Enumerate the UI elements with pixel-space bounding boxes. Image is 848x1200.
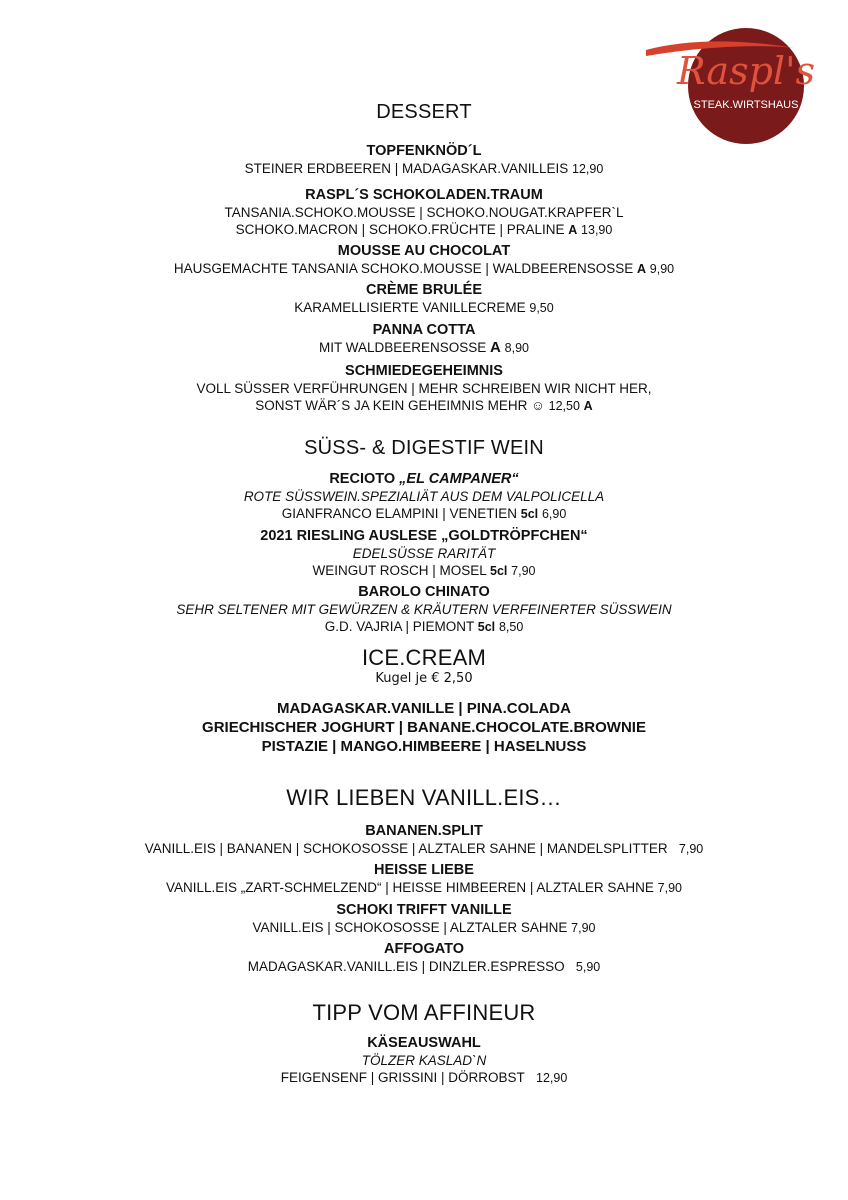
item-origin: GIANFRANCO ELAMPINI | VENETIEN [281, 506, 518, 521]
item-price: 7,90 [657, 881, 682, 895]
section-title-vanille: WIR LIEBEN VANILL.EIS… [286, 785, 562, 810]
item-size: 5cl [490, 564, 508, 578]
item-price: 6,90 [541, 507, 567, 521]
flavour-line: PISTAZIE | MANGO.HIMBEERE | HASELNUSS [261, 738, 587, 755]
vanille-item-schoki [0, 901, 848, 937]
dessert-item-mousse [0, 242, 848, 278]
item-desc: MIT WALDBEERENSOSSE [318, 340, 487, 355]
raspls-logo [644, 22, 814, 150]
item-price: 7,90 [571, 921, 596, 935]
item-name: 2021 RIESLING AUSLESE „GOLDTRÖPFCHEN“ [260, 528, 588, 544]
logo-brand: Raspl's [676, 49, 814, 93]
item-name: SCHOKI TRIFFT VANILLE [336, 902, 512, 918]
item-desc: KARAMELLISIERTE VANILLECREME [294, 300, 526, 315]
vanille-item-affogato [0, 940, 848, 976]
item-price: 5,90 [575, 960, 601, 974]
item-size: 5cl [477, 620, 496, 634]
item-price: 9,50 [529, 301, 554, 315]
item-name: HEISSE LIEBE [374, 862, 474, 878]
item-desc: VOLL SÜSSER VERFÜHRUNGEN | MEHR SCHREIBEN WIR NICHT HER, [196, 381, 652, 396]
item-price: 9,90 [649, 262, 675, 276]
item-desc: SONST WÄR´S JA KEIN GEHEIMNIS MEHR ☺ [255, 398, 545, 413]
item-italic-desc: EDELSÜSSE RARITÄT [352, 546, 496, 561]
dessert-item-schokoladen-traum [0, 186, 848, 239]
section-title-wine: SÜSS- & DIGESTIF WEIN [304, 437, 544, 459]
allergen-tag: A [583, 399, 593, 413]
affineur-section [0, 1001, 848, 1025]
item-desc: SCHOKO.MACRON | SCHOKO.FRÜCHTE | PRALINE [235, 222, 565, 237]
dessert-item-schmiedegeheimnis [0, 362, 848, 415]
item-desc: HAUSGEMACHTE TANSANIA SCHOKO.MOUSSE | WALDBEERENSOSSE [173, 261, 634, 276]
logo-graphic [644, 22, 814, 150]
item-desc: FEIGENSENF | GRISSINI | DÖRROBST [280, 1070, 525, 1085]
logo-tagline: STEAK.WIRTSHAUS [693, 99, 799, 111]
item-desc: VANILL.EIS | BANANEN | SCHOKOSOSSE | ALZTALER SAHNE | MANDELSPLITTER [144, 841, 668, 856]
allergen-tag: A [568, 223, 578, 237]
section-title-dessert: DESSERT [376, 101, 472, 123]
icecream-flavours [0, 699, 848, 756]
item-name: TOPFENKNÖD´L [366, 143, 482, 159]
icecream-section [0, 646, 848, 687]
item-name: BAROLO CHINATO [358, 584, 490, 600]
item-name-italic: „EL CAMPANER“ [399, 471, 519, 487]
item-italic-desc: SEHR SELTENER MIT GEWÜRZEN & KRÄUTERN VERFEINERTER SÜSSWEIN [176, 602, 672, 617]
wine-item-barolo [0, 583, 848, 636]
vanille-item-bananen-split [0, 822, 848, 858]
flavour-line: GRIECHISCHER JOGHURT | BANANE.CHOCOLATE.BROWNIE [202, 719, 646, 736]
item-price: 8,50 [498, 620, 524, 634]
wine-item-riesling [0, 527, 848, 580]
item-italic-desc: ROTE SÜSSWEIN.SPEZIALIÄT AUS DEM VALPOLICELLA [243, 489, 605, 504]
dessert-item-panna-cotta [0, 321, 848, 357]
flavour-line: MADAGASKAR.VANILLE | PINA.COLADA [277, 700, 571, 717]
affineur-item-kaeseauswahl [0, 1034, 848, 1087]
item-desc: STEINER ERDBEEREN | MADAGASKAR.VANILLEIS [244, 161, 569, 176]
item-desc: TANSANIA.SCHOKO.MOUSSE | SCHOKO.NOUGAT.KRAPFER`L [224, 205, 624, 220]
dessert-item-topfenknoedl [0, 142, 848, 178]
item-name: SCHMIEDEGEHEIMNIS [345, 363, 503, 379]
allergen-tag: A [636, 262, 647, 276]
vanille-section [0, 786, 848, 810]
item-desc: VANILL.EIS | SCHOKOSOSSE | ALZTALER SAHNE [252, 920, 568, 935]
item-name: MOUSSE AU CHOCOLAT [337, 243, 511, 259]
item-desc: VANILL.EIS „ZART-SCHMELZEND“ | HEISSE HIMBEEREN | ALZTALER SAHNE [166, 880, 654, 895]
item-price: 13,90 [581, 223, 613, 237]
section-title-affineur: TIPP VOM AFFINEUR [312, 1000, 536, 1025]
dessert-item-creme-brulee [0, 281, 848, 317]
item-price: 7,90 [678, 842, 704, 856]
item-name: AFFOGATO [383, 941, 464, 957]
wine-item-recioto [0, 470, 848, 523]
item-name: RASPL´S SCHOKOLADEN.TRAUM [305, 187, 543, 203]
item-italic-desc: TÖLZER KASLAD`N [361, 1053, 487, 1068]
item-desc: MADAGASKAR.VANILL.EIS | DINZLER.ESPRESSO [247, 959, 565, 974]
item-name: BANANEN.SPLIT [365, 823, 483, 839]
item-name: CRÈME BRULÉE [365, 282, 482, 298]
item-price: 12,90 [536, 1071, 568, 1085]
wine-section [0, 436, 848, 460]
item-origin: G.D. VAJRIA | PIEMONT [324, 619, 475, 634]
item-price: 8,90 [504, 341, 529, 355]
item-name: PANNA COTTA [372, 322, 476, 338]
section-title-icecream: ICE.CREAM [361, 645, 487, 670]
item-name: KÄSEAUSWAHL [367, 1035, 481, 1051]
kugel-price: Kugel je € 2,50 [375, 671, 473, 686]
item-origin: WEINGUT ROSCH | MOSEL [312, 563, 487, 578]
item-price: 12,50 [548, 399, 580, 413]
vanille-item-heisse-liebe [0, 861, 848, 897]
allergen-tag: A [490, 339, 501, 356]
item-name: RECIOTO [329, 471, 400, 487]
item-price: 12,90 [572, 162, 604, 176]
item-price: 7,90 [511, 564, 536, 578]
dessert-section [0, 100, 848, 124]
item-size: 5cl [520, 507, 539, 521]
